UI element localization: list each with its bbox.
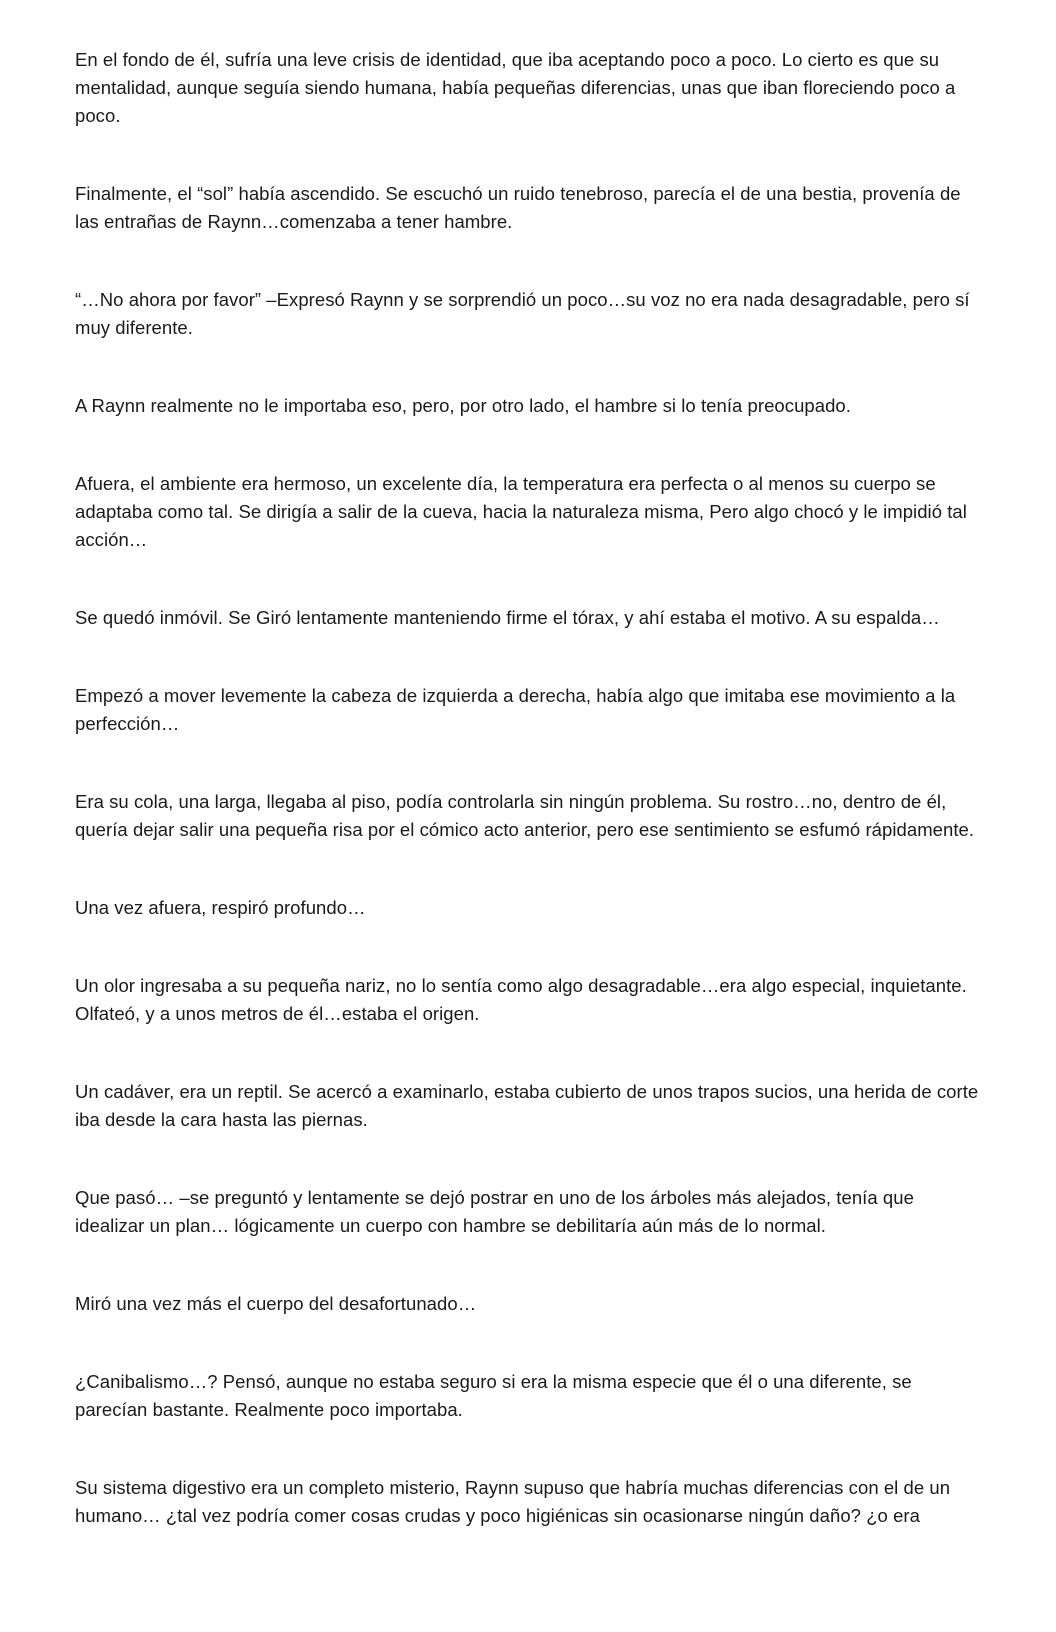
paragraph: “…No ahora por favor” –Expresó Raynn y se sorprendió un poco…su voz no era nada desagradable, pero sí muy diferente. [75, 289, 970, 338]
paragraph: Afuera, el ambiente era hermoso, un excelente día, la temperatura era perfecta o al menos su cuerpo se adaptaba como tal. Se dirigía a salir de la cueva, hacia la naturaleza misma, Pero algo chocó y le impidió tal acción… [75, 473, 967, 550]
paragraph: ¿Canibalismo…? Pensó, aunque no estaba seguro si era la misma especie que él o una diferente, se parecían bastante. Realmente poco importaba. [75, 1371, 912, 1420]
paragraph: Su sistema digestivo era un completo misterio, Raynn supuso que habría muchas diferencias con el de un humano… ¿tal vez podría comer cosas crudas y poco higiénicas sin ocasionarse ningún daño? ¿o era [75, 1477, 951, 1526]
paragraph: A Raynn realmente no le importaba eso, pero, por otro lado, el hambre si lo tenía preocupado. [75, 395, 851, 416]
paragraph: Finalmente, el “sol” había ascendido. Se escuchó un ruido tenebroso, parecía el de una bestia, provenía de las entrañas de Raynn…comenzaba a tener hambre. [75, 183, 961, 232]
paragraph: Empezó a mover levemente la cabeza de izquierda a derecha, había algo que imitaba ese movimiento a la perfección… [75, 685, 956, 734]
paragraph: Un cadáver, era un reptil. Se acercó a examinarlo, estaba cubierto de unos trapos sucios, una herida de corte iba desde la cara hasta las piernas. [75, 1081, 979, 1130]
paragraph: En el fondo de él, sufría una leve crisis de identidad, que iba aceptando poco a poco. Lo cierto es que su mentalidad, aunque seguía siendo humana, había pequeñas diferencias, unas que iban floreciendo poco a poco. [75, 49, 956, 126]
paragraph: Una vez afuera, respiró profundo… [75, 897, 366, 918]
paragraph: Que pasó… –se preguntó y lentamente se dejó postrar en uno de los árboles más alejados, tenía que idealizar un plan… lógicamente un cuerpo con hambre se debilitaría aún más de lo normal. [75, 1187, 914, 1236]
document-body [75, 46, 985, 1580]
paragraph: Miró una vez más el cuerpo del desafortunado… [75, 1293, 477, 1314]
paragraph: Era su cola, una larga, llegaba al piso, podía controlarla sin ningún problema. Su rostro…no, dentro de él, quería dejar salir una pequeña risa por el cómico acto anterior, pero ese sentimiento se esfumó rápidamente. [75, 791, 975, 840]
paragraph: Se quedó inmóvil. Se Giró lentamente manteniendo firme el tórax, y ahí estaba el motivo. A su espalda… [75, 607, 940, 628]
paragraph: Un olor ingresaba a su pequeña nariz, no lo sentía como algo desagradable…era algo especial, inquietante. Olfateó, y a unos metros de él…estaba el origen. [75, 975, 967, 1024]
